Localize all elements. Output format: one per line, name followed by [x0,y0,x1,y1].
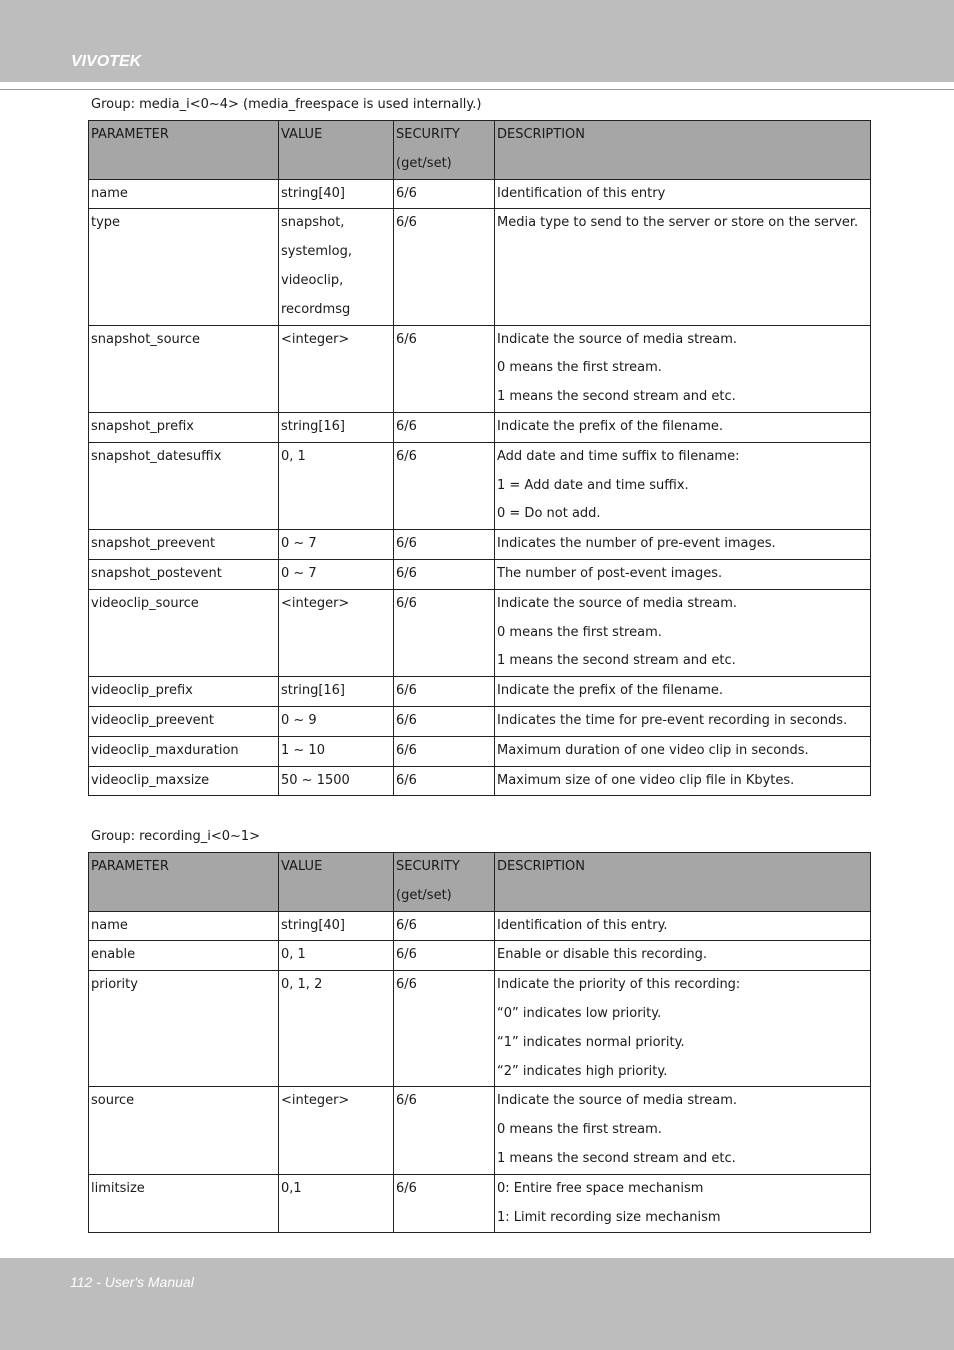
value-cell: 0, 1 [279,442,394,529]
security-cell: 6/6 [394,1087,495,1174]
description-cell: Indicates the number of pre-event images. [495,530,871,560]
column-header-description: DESCRIPTION [495,853,871,912]
table-header-row [89,853,871,912]
security-cell: 6/6 [394,971,495,1087]
page-number-label: 112 - User's Manual [70,1274,194,1290]
cell-line: 1 means the second stream and etc. [497,1150,736,1166]
description-cell: Indicate the prefix of the filename. [495,677,871,707]
security-cell: 6/6 [394,325,495,412]
value-cell: 50 ~ 1500 [279,766,394,796]
description-cell: Maximum duration of one video clip in seconds. [495,736,871,766]
cell-line: 0: Entire free space mechanism [497,1180,704,1196]
group-title-media: Group: media_i<0~4> (media_freespace is used internally.) [91,97,482,112]
cell-line: Indicate the source of media stream. [497,1093,738,1109]
cell-line: snapshot, [281,215,345,231]
parameter-cell: videoclip_maxsize [89,766,279,796]
value-cell: 0, 1 [279,941,394,971]
table-row [89,941,871,971]
table-row [89,971,871,1087]
column-header-parameter: PARAMETER [89,121,279,180]
parameter-cell: videoclip_prefix [89,677,279,707]
parameter-cell: name [89,911,279,941]
description-cell: Maximum size of one video clip file in Kbytes. [495,766,871,796]
security-cell: 6/6 [394,736,495,766]
description-cell: Identification of this entry [495,179,871,209]
value-cell: <integer> [279,1087,394,1174]
column-header-security [394,853,495,912]
cell-line: (get/set) [396,155,452,171]
security-cell: 6/6 [394,530,495,560]
security-cell: 6/6 [394,677,495,707]
table-row [89,325,871,412]
parameter-cell: enable [89,941,279,971]
table-row [89,677,871,707]
security-cell: 6/6 [394,442,495,529]
column-header-description: DESCRIPTION [495,121,871,180]
description-cell [495,971,871,1087]
description-cell [495,589,871,676]
cell-line: 0 means the first stream. [497,1122,662,1138]
security-cell: 6/6 [394,412,495,442]
security-cell: 6/6 [394,559,495,589]
cell-line: 1 = Add date and time suffix. [497,477,689,493]
security-cell: 6/6 [394,766,495,796]
table-row [89,766,871,796]
security-cell: 6/6 [394,941,495,971]
media-parameter-table [88,120,871,796]
value-cell: 0 ~ 9 [279,706,394,736]
parameter-cell: type [89,209,279,325]
security-cell: 6/6 [394,911,495,941]
cell-line: recordmsg [281,301,351,317]
cell-line: (get/set) [396,887,452,903]
parameter-cell: videoclip_source [89,589,279,676]
parameter-cell: snapshot_prefix [89,412,279,442]
cell-line: “2” indicates high priority. [497,1063,668,1079]
security-cell: 6/6 [394,1174,495,1233]
value-cell: string[40] [279,911,394,941]
parameter-cell: snapshot_datesuffix [89,442,279,529]
parameter-cell: source [89,1087,279,1174]
parameter-cell: limitsize [89,1174,279,1233]
parameter-cell: priority [89,971,279,1087]
cell-line: 0 means the first stream. [497,624,662,640]
cell-line: 0 means the first stream. [497,360,662,376]
cell-line: “0” indicates low priority. [497,1005,662,1021]
cell-line: Indicate the source of media stream. [497,595,738,611]
security-cell: 6/6 [394,706,495,736]
table-row [89,1087,871,1174]
parameter-cell: name [89,179,279,209]
description-cell: The number of post-event images. [495,559,871,589]
cell-line: “1” indicates normal priority. [497,1034,685,1050]
value-cell [279,209,394,325]
table-row [89,412,871,442]
table-row [89,530,871,560]
value-cell: <integer> [279,589,394,676]
value-cell: <integer> [279,325,394,412]
table-row [89,706,871,736]
table-row [89,179,871,209]
value-cell: 0, 1, 2 [279,971,394,1087]
parameter-cell: snapshot_source [89,325,279,412]
description-cell [495,325,871,412]
page-footer [0,1258,954,1350]
description-cell: Indicate the prefix of the filename. [495,412,871,442]
table-header-row [89,121,871,180]
cell-line: 0 = Do not add. [497,506,601,522]
description-cell [495,1174,871,1233]
description-cell: Indicates the time for pre-event recording in seconds. [495,706,871,736]
parameter-cell: videoclip_preevent [89,706,279,736]
brand-logo: VIVOTEK [71,53,142,70]
security-cell: 6/6 [394,209,495,325]
recording-parameter-table [88,852,871,1233]
cell-line: Indicate the source of media stream. [497,331,738,347]
parameter-cell: videoclip_maxduration [89,736,279,766]
table-row [89,736,871,766]
table-row [89,589,871,676]
cell-line: 1: Limit recording size mechanism [497,1209,721,1225]
description-cell [495,442,871,529]
security-cell: 6/6 [394,179,495,209]
description-cell: Enable or disable this recording. [495,941,871,971]
cell-line: Add date and time suffix to filename: [497,448,740,464]
value-cell: 1 ~ 10 [279,736,394,766]
description-cell: Identification of this entry. [495,911,871,941]
group-title-recording: Group: recording_i<0~1> [91,829,261,844]
cell-line: 1 means the second stream and etc. [497,389,736,405]
value-cell: string[40] [279,179,394,209]
security-cell: 6/6 [394,589,495,676]
column-header-security [394,121,495,180]
cell-line: SECURITY [396,859,460,874]
description-cell: Media type to send to the server or store on the server. [495,209,871,325]
value-cell: 0,1 [279,1174,394,1233]
table-row [89,442,871,529]
cell-line: videoclip, [281,272,344,288]
column-header-parameter: PARAMETER [89,853,279,912]
cell-line: systemlog, [281,244,352,260]
table-row [89,911,871,941]
page-header [0,0,954,82]
cell-line: SECURITY [396,127,460,142]
description-cell [495,1087,871,1174]
parameter-cell: snapshot_postevent [89,559,279,589]
value-cell: 0 ~ 7 [279,559,394,589]
column-header-value: VALUE [279,121,394,180]
value-cell: string[16] [279,412,394,442]
table-row [89,209,871,325]
value-cell: 0 ~ 7 [279,530,394,560]
header-divider [0,89,954,90]
table-row [89,1174,871,1233]
value-cell: string[16] [279,677,394,707]
cell-line: Indicate the priority of this recording: [497,977,741,993]
cell-line: 1 means the second stream and etc. [497,653,736,669]
table-row [89,559,871,589]
column-header-value: VALUE [279,853,394,912]
parameter-cell: snapshot_preevent [89,530,279,560]
